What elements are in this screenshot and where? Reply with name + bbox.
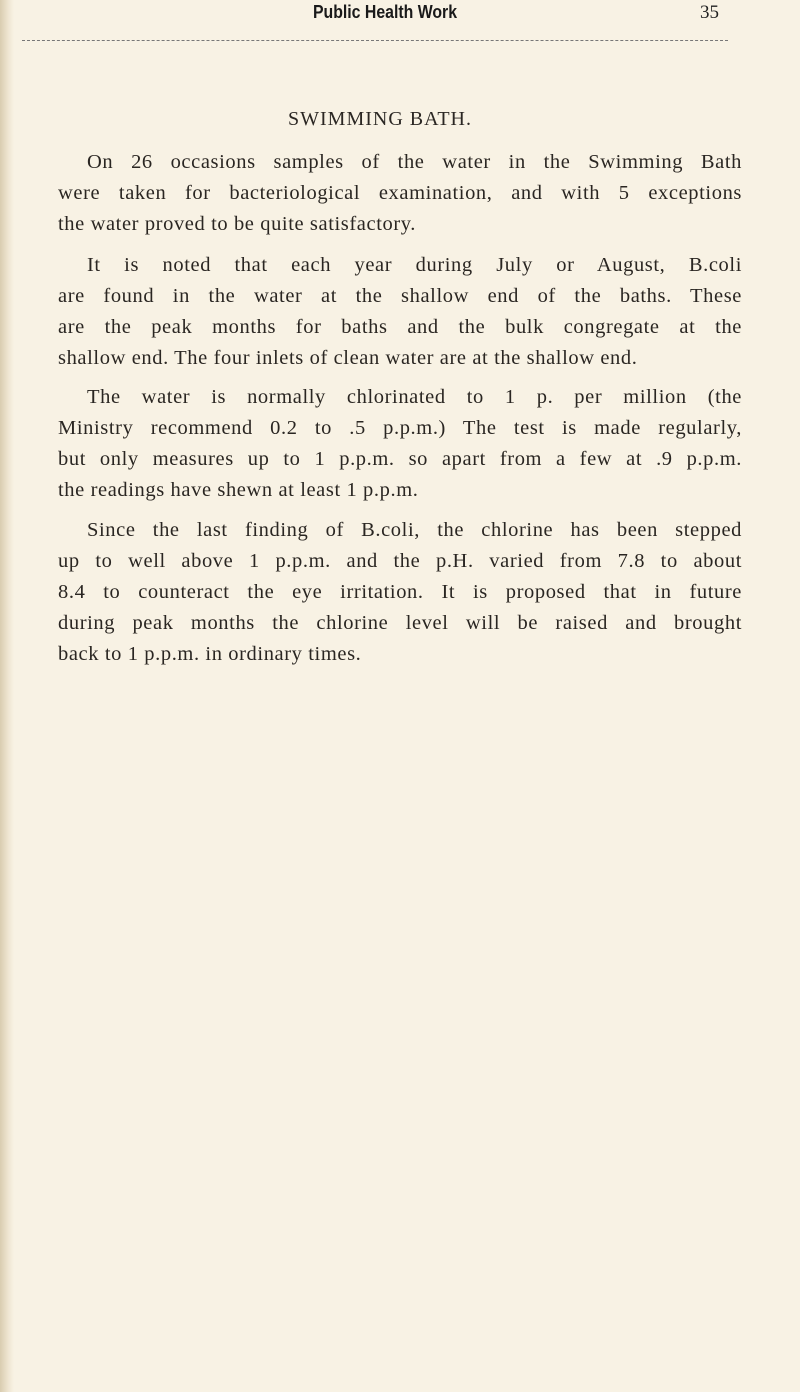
text-line-content: are found in the water at the shallow end of the baths. These [58,285,742,307]
paragraph-4 [58,515,742,670]
text-line [58,147,742,178]
text-line-content: The water is normally chlorinated to 1 p. per million (the [87,386,742,408]
paragraph-1 [58,147,742,240]
running-title: Public Health Work [312,2,458,22]
text-line [58,577,742,608]
text-line [58,639,742,670]
text-line [58,413,742,444]
text-line-content: Since the last finding of B.coli, the chlorine has been stepped [87,519,742,541]
text-line-content: Ministry recommend 0.2 to .5 p.p.m.) The test is made regularly, [58,417,742,439]
text-line-content: were taken for bacteriological examination, and with 5 exceptions [58,182,742,204]
text-line [58,475,742,506]
text-line-content: but only measures up to 1 p.p.m. so apart from a few at .9 p.p.m. [58,448,742,470]
text-line [58,546,742,577]
text-line-content: 8.4 to counteract the eye irritation. It is proposed that in future [58,581,742,603]
text-line-content: during peak months the chlorine level will be raised and brought [58,612,742,634]
header-rule [22,40,728,41]
text-line-content: the water proved to be quite satisfactory. [58,213,417,235]
text-line-content: back to 1 p.p.m. in ordinary times. [58,643,362,665]
text-line [58,343,742,374]
book-spine-shadow [0,0,14,1392]
text-line [58,178,742,209]
paragraph-3 [58,382,742,506]
text-line [58,608,742,639]
section-title: SWIMMING BATH. [288,108,472,130]
text-line [58,312,742,343]
text-line [58,281,742,312]
text-line-content: are the peak months for baths and the bulk congregate at the [58,316,742,338]
text-line-content: the readings have shewn at least 1 p.p.m. [58,479,419,501]
text-line [58,209,742,240]
text-line-content: up to well above 1 p.p.m. and the p.H. varied from 7.8 to about [58,550,742,572]
text-line [58,515,742,546]
paragraph-2 [58,250,742,374]
text-line [58,250,742,281]
page-number: 35 [700,2,719,23]
text-line-content: On 26 occasions samples of the water in the Swimming Bath [87,151,742,173]
page-header [0,0,800,40]
text-line [58,444,742,475]
text-line-content: It is noted that each year during July or August, B.coli [87,254,742,276]
text-line-content: shallow end. The four inlets of clean water are at the shallow end. [58,347,638,369]
text-line [58,382,742,413]
